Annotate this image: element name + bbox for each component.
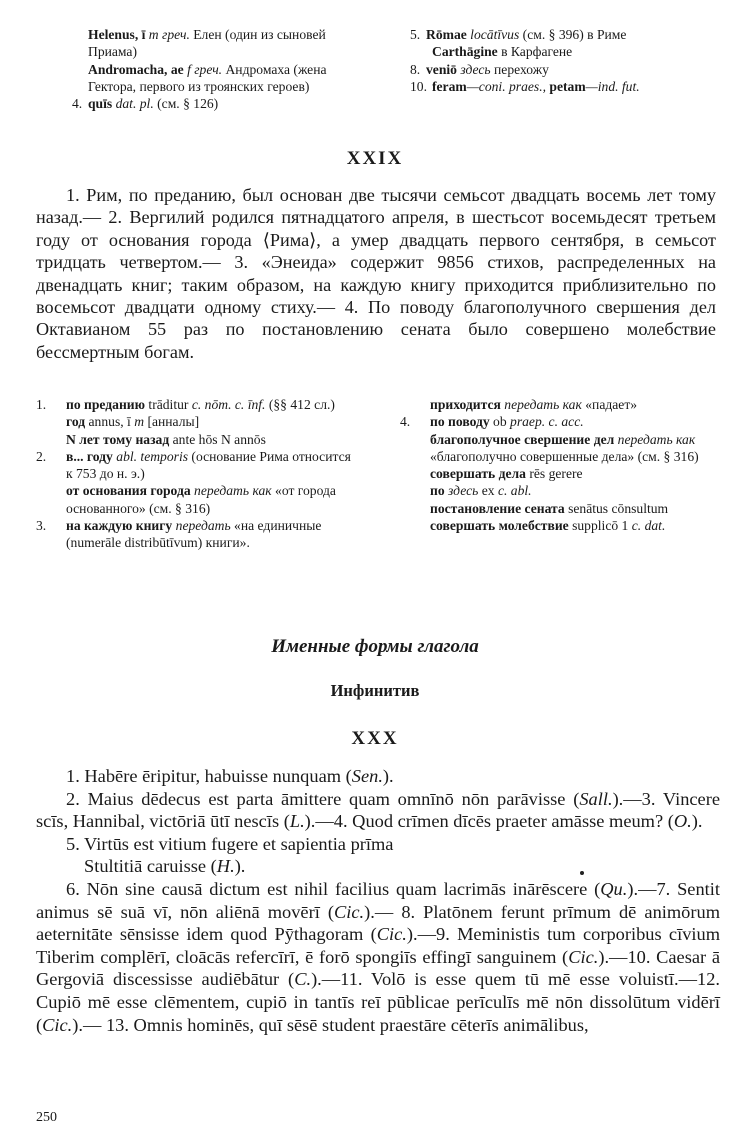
note-entry: [400, 500, 722, 517]
note-number: 3.: [36, 518, 47, 534]
note-grammar: m: [134, 414, 145, 430]
note-term: в... году: [66, 448, 113, 464]
note-headword: feram: [432, 78, 467, 94]
note-term: на каждую книгу: [66, 518, 173, 534]
note-term: по преданию: [66, 397, 146, 412]
note-grammar: передать как: [504, 397, 582, 412]
note-headword: Rōmae: [426, 27, 467, 42]
note-grammar: c. dat.: [631, 518, 666, 534]
exercise-text-xxix: [36, 184, 716, 363]
note-entry: [410, 26, 720, 43]
note-latin: trāditur: [145, 397, 192, 412]
subsection-heading: Инфинитив: [330, 681, 420, 700]
note-entry: [400, 431, 722, 466]
note-gloss: в Карфагене: [497, 44, 573, 60]
note-gloss: (см. § 126): [153, 96, 219, 112]
note-gloss: «благополучно совершенные дела» (см. § 316): [430, 448, 699, 464]
exercise-sentence-group: 1. Habēre ēripitur, habuisse nunquam (Sen.).: [66, 766, 394, 786]
note-latin: rēs gerere: [525, 466, 583, 482]
note-entry: [72, 26, 354, 61]
note-gloss: ex: [478, 483, 498, 499]
exercise-heading-xxx: XXX: [351, 728, 399, 749]
note-number: 5.: [410, 27, 421, 42]
note-grammar: —ind. fut.: [585, 78, 640, 94]
exercise-sentence-group: 5. Virtūs est vitium fugere et sapientia prīma: [66, 833, 394, 854]
note-grammar: —coni. praes.,: [466, 78, 547, 94]
page-number: 250: [36, 1110, 57, 1125]
note-gloss: Елен (один из сыновей Приама): [88, 27, 326, 60]
note-gloss: Андромаха (жена Гектора, первого из троянских героев): [88, 61, 327, 94]
notes-mid-left: [36, 396, 352, 552]
note-term: N лет тому назад: [66, 431, 170, 447]
note-gloss: [анналы]: [144, 414, 200, 430]
stray-dot: [580, 871, 584, 875]
notes-top-right: [410, 26, 720, 95]
note-grammar: m греч.: [145, 27, 190, 42]
note-grammar: c. abl.: [497, 483, 532, 499]
exercise-heading-xxix: XXIX: [346, 148, 404, 169]
note-grammar: здесь: [448, 483, 479, 499]
note-entry: [72, 95, 354, 112]
note-grammar: передать как: [617, 431, 696, 447]
note-grammar: locātīvus: [466, 27, 520, 42]
note-gloss: перехожу: [490, 61, 549, 77]
note-headword: veniō: [426, 61, 457, 77]
note-gloss: (§§ 412 сл.): [265, 397, 335, 412]
note-entry: [400, 465, 722, 482]
notes-top-left: [72, 26, 354, 112]
note-term: от основания города: [66, 483, 191, 499]
note-latin: annus, ī: [85, 414, 135, 430]
note-term: совершать молебствие: [430, 518, 569, 534]
note-grammar: c. nōm. c. īnf.: [191, 397, 266, 412]
note-gloss: (см. § 396) в Риме: [519, 27, 627, 42]
note-term: постановление сената: [430, 500, 565, 516]
note-headword: Carthāgine: [432, 44, 498, 60]
note-entry: [36, 448, 352, 483]
note-latin: senātus cōnsultum: [564, 500, 669, 516]
note-term: благополучное свершение дел: [430, 431, 615, 447]
note-entry: [36, 413, 352, 430]
note-entry: [400, 396, 722, 413]
note-latin: supplicō 1: [568, 518, 632, 534]
notes-mid-right: [400, 396, 722, 534]
note-entry: [36, 396, 352, 413]
note-headword: quīs: [88, 96, 113, 112]
note-gloss: «падает»: [581, 397, 638, 412]
note-entry: [36, 517, 352, 552]
note-term: приходится: [430, 397, 501, 412]
note-grammar: abl. temporis: [116, 448, 189, 464]
note-entry: [400, 482, 722, 499]
note-grammar: передать: [175, 518, 231, 534]
note-number: 4.: [400, 414, 411, 430]
note-number: 1.: [36, 397, 47, 412]
note-headword: petam: [546, 78, 586, 94]
note-number: 2.: [36, 448, 47, 464]
note-grammar: dat. pl.: [112, 96, 154, 112]
exercise-text-xxx: [36, 765, 720, 1036]
note-term: по: [430, 483, 445, 499]
note-term: совершать дела: [430, 466, 526, 482]
note-entry: [400, 517, 722, 534]
exercise-sentence-group: 2. Maius dēdecus est parta āmittere quam omnīnō nōn parāvisse (Sall.).—3. Vincere scīs, Hannibal, victōriā ūtī nescīs (L.).—4. Quod crīmen dīcēs praeter amāsse meum? (O.).: [36, 788, 720, 832]
note-grammar: передать как: [194, 483, 272, 499]
exercise-sentence-group: 6. Nōn sine causā dictum est nihil facilius quam lacrimās inārēscere (Qu.).—7. Sentit animus sē suā vī, nōn aliēnā movērī (Cic.).— 8. Platōnem ferunt prīmum dē animōrum aeternitāte sēnsisse idem quod Pӯthagoram (Cic.).—9. Meministis tum corporibus cīvium Tiberim complērī, cloācās refercīrī, ē forō spongiīs effingī sanguinem (Cic.).—10. Caesar ā Gergoviā discessisse audiēbātur (C.).—11. Volō is esse quem tū mē esse voluistī.—12. Cupiō mē esse clēmentem, cupiō in tantīs reī pūblicae perīculīs mē nōn dissolūtum vidērī (Cic.).— 13. Omnis hominēs, quī sēsē student praestāre cēterīs animālibus,: [36, 878, 721, 1035]
note-headword: Helenus, ī: [88, 27, 146, 42]
note-number: 10.: [410, 78, 427, 94]
exercise-xxix-paragraph: 1. Рим, по преданию, был основан две тысячи семьсот двадцать восемь лет тому назад.— 2. Вергилий родился пятнадцатого апреля, в шестьсот восемьдесят третьем году от основания города ⟨Рима⟩, а умер двадцать первого сентября, в семьсот тридцать четвертом.— 3. «Энеида» содержит 9856 стихов, распределенных на двенадцать книг; таким образом, на каждую книгу приходится приблизительно по восемьсот двадцати одному стиху.— 4. По поводу благополучного свершения дел Октавианом 55 раз по постановлению сената было совершено молебствие бессмертным богам.: [36, 185, 716, 362]
note-grammar: здесь: [456, 61, 491, 77]
note-entry: [72, 61, 354, 96]
note-entry: [410, 61, 720, 78]
note-grammar: f греч.: [183, 61, 223, 77]
note-term: по поводу: [430, 414, 490, 430]
note-headword: Andromacha, ae: [88, 61, 184, 77]
note-latin: ob: [489, 414, 511, 430]
note-gloss: «от города основанного» (см. § 316): [66, 483, 336, 516]
note-entry: [36, 482, 352, 517]
note-entry: [410, 43, 720, 60]
note-latin: ante hōs N annōs: [169, 431, 266, 447]
note-entry: [410, 78, 720, 95]
note-number: 4.: [72, 96, 83, 112]
note-entry: [36, 431, 352, 448]
note-gloss: (основание Рима относится к 753 до н. э.): [66, 448, 351, 482]
note-entry: [400, 413, 722, 430]
note-gloss: «на единичные (numerāle distribūtīvum) книги».: [66, 518, 322, 551]
note-term: год: [66, 414, 86, 430]
note-number: 8.: [410, 61, 421, 77]
note-grammar: praep. c. acc.: [510, 414, 584, 430]
exercise-sentence-group: Stultitiā caruisse (H.).: [84, 856, 246, 877]
section-heading: Именные формы глагола: [271, 636, 479, 657]
